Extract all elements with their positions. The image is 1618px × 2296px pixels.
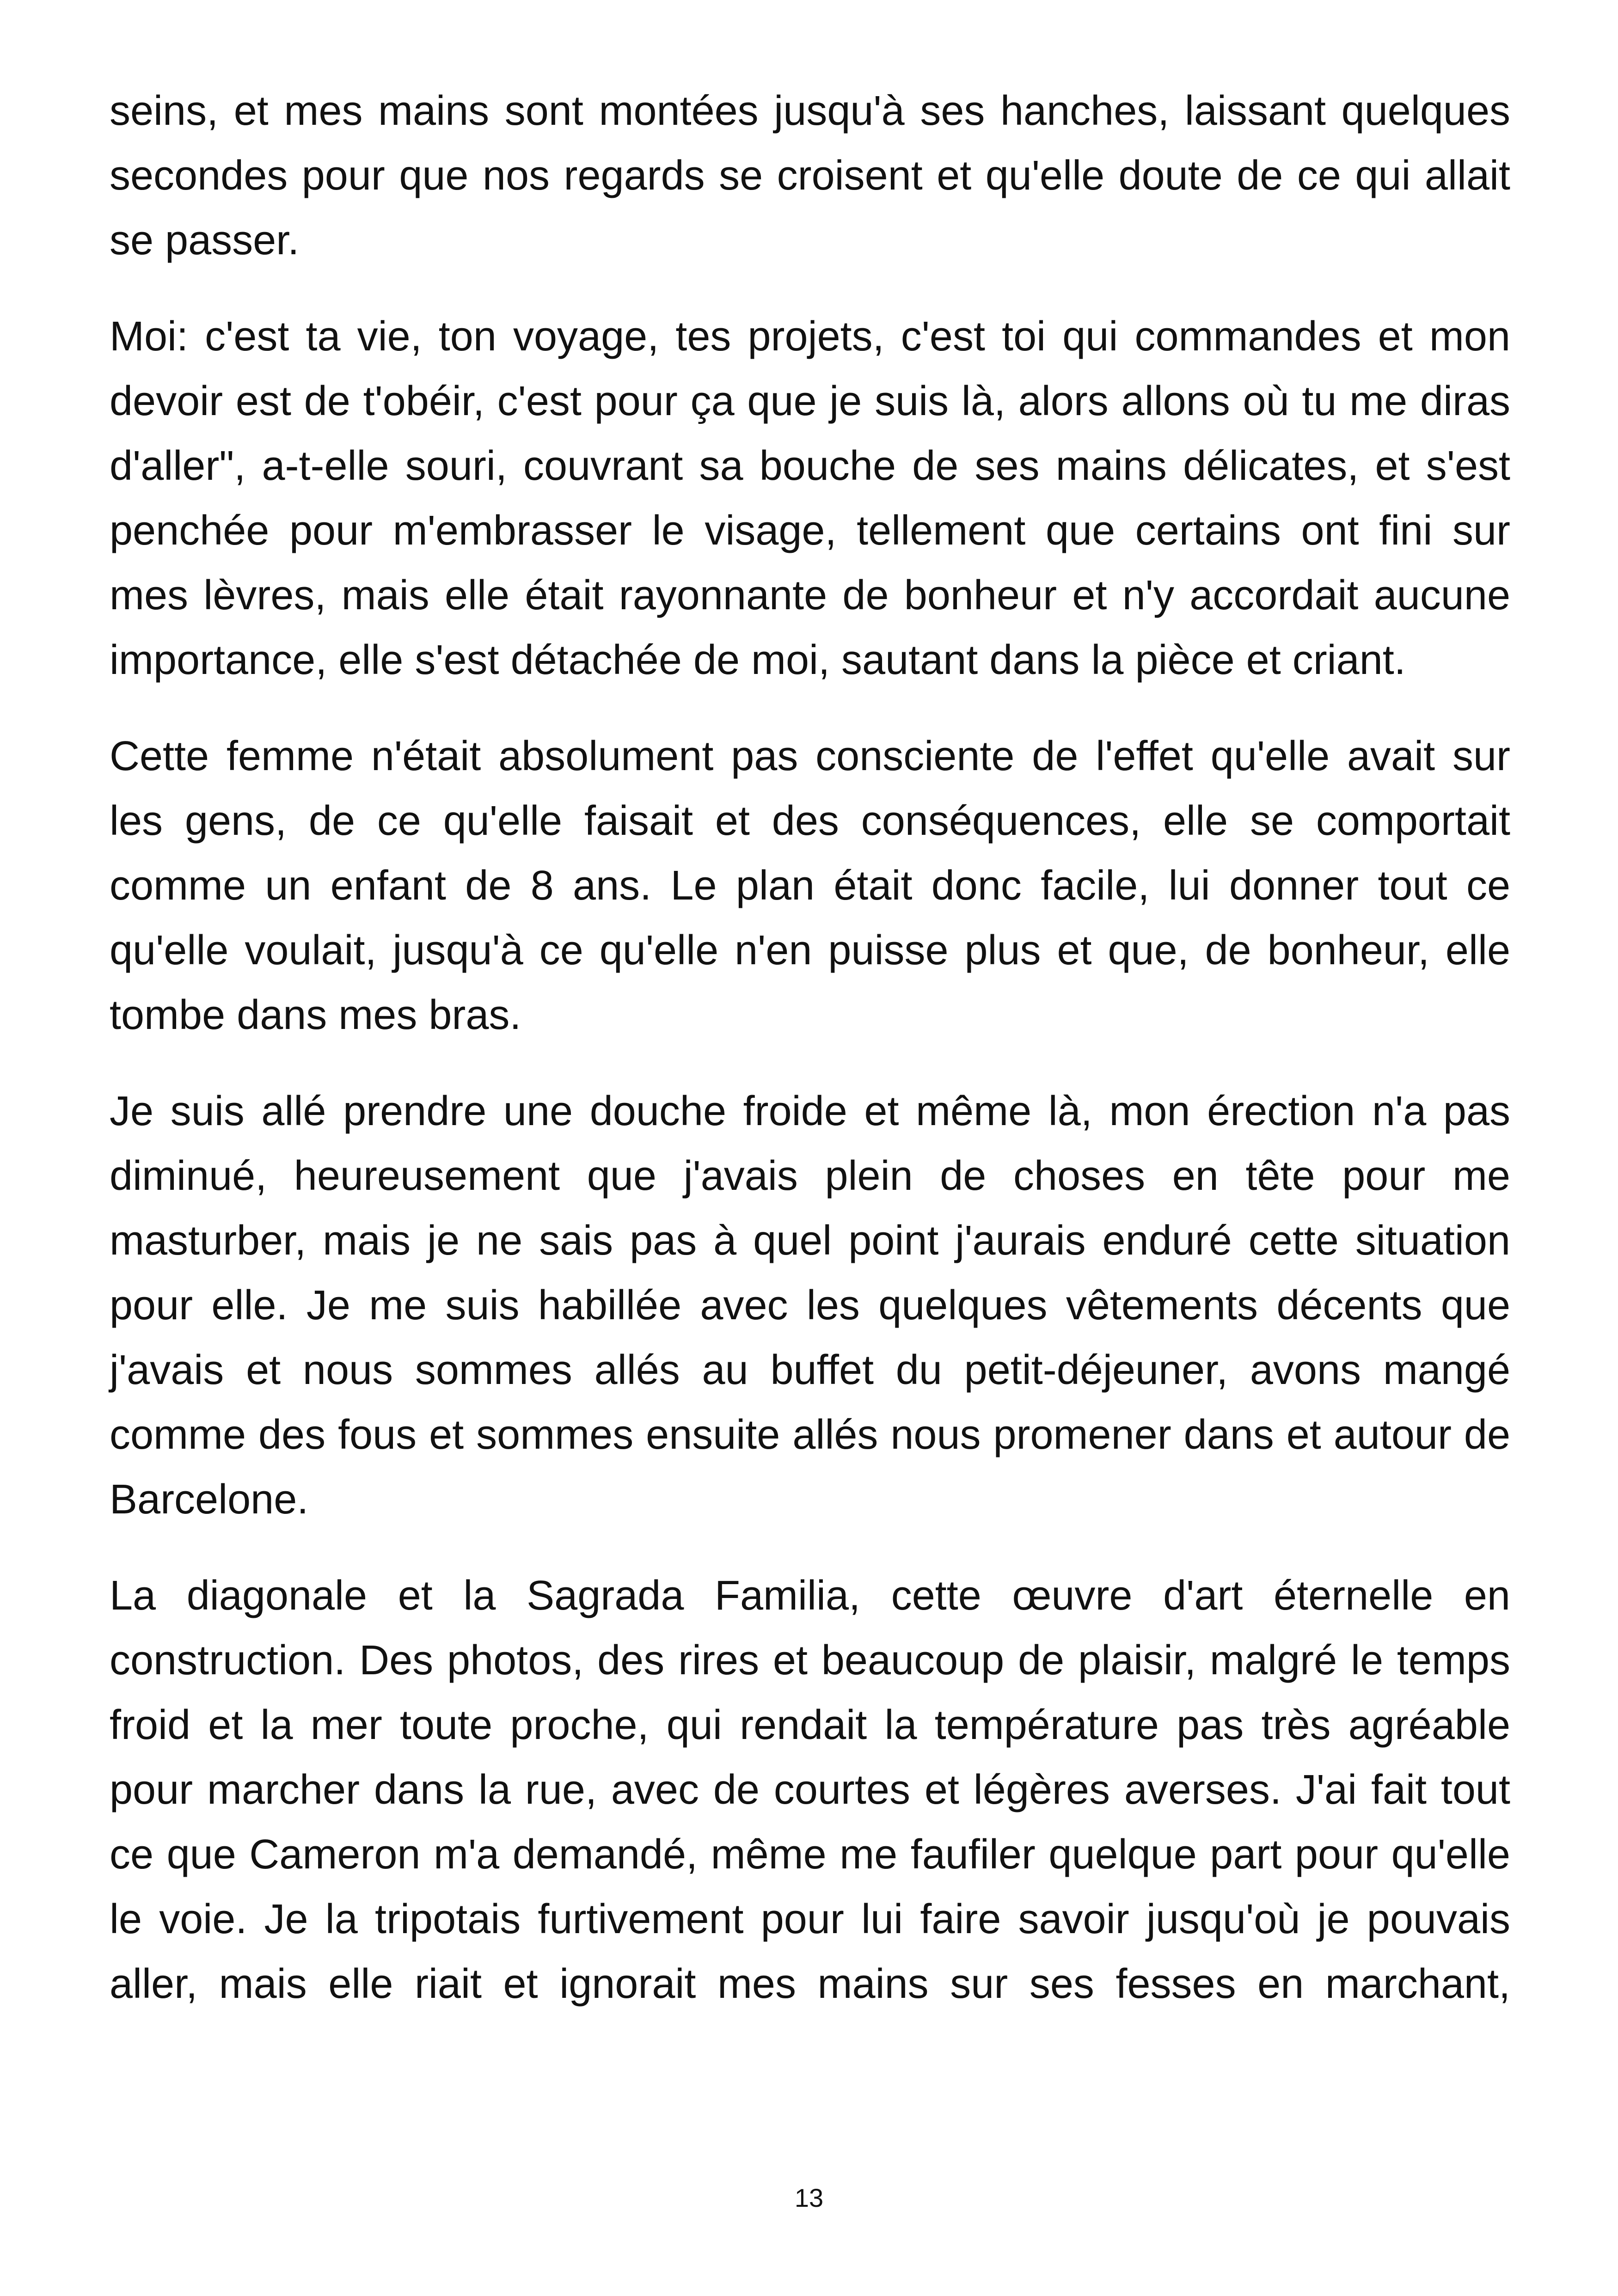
paragraph-1: seins, et mes mains sont montées jusqu'à ses hanches, laissant quelques secondes pour que nos regards se croisent et qu'elle doute de ce qui allait se passer. bbox=[110, 88, 1510, 263]
paragraph-5: La diagonale et la Sagrada Familia, cette œuvre d'art éternelle en construction. Des photos, des rires et beaucoup de plaisir, malgré le temps froid et la mer toute proche, qui rendait la température pas très agréable pour marcher dans la rue, avec de courtes et légères averses. J'ai fait tout ce que Cameron m'a demandé, même me faufiler quelque part pour qu'elle le voie. Je la tripotais furtivement pour lui faire savoir jusqu'où je pouvais aller, mais elle riait et ignorait mes mains sur ses fesses en marchant, bbox=[110, 1573, 1510, 2007]
body-text bbox=[110, 79, 1510, 2048]
page-number: 13 bbox=[794, 2183, 824, 2212]
paragraph-4: Je suis allé prendre une douche froide et même là, mon érection n'a pas diminué, heureusement que j'avais plein de choses en tête pour me masturber, mais je ne sais pas à quel point j'aurais enduré cette situation pour elle. Je me suis habillée avec les quelques vêtements décents que j'avais et nous sommes allés au buffet du petit-déjeuner, avons mangé comme des fous et sommes ensuite allés nous promener dans et autour de Barcelone. bbox=[110, 1088, 1510, 1523]
paragraph-3: Cette femme n'était absolument pas consciente de l'effet qu'elle avait sur les gens, de ce qu'elle faisait et des conséquences, elle se comportait comme un enfant de 8 ans. Le plan était donc facile, lui donner tout ce qu'elle voulait, jusqu'à ce qu'elle n'en puisse plus et que, de bonheur, elle tombe dans mes bras. bbox=[110, 733, 1510, 1038]
paragraph-2: Moi: c'est ta vie, ton voyage, tes projets, c'est toi qui commandes et mon devoir est de t'obéir, c'est pour ça que je suis là, alors allons où tu me diras d'aller", a-t-elle souri, couvrant sa bouche de ses mains délicates, et s'est penchée pour m'embrasser le visage, tellement que certains ont fini sur mes lèvres, mais elle était rayonnante de bonheur et n'y accordait aucune importance, elle s'est détachée de moi, sautant dans la pièce et criant. bbox=[110, 313, 1510, 683]
